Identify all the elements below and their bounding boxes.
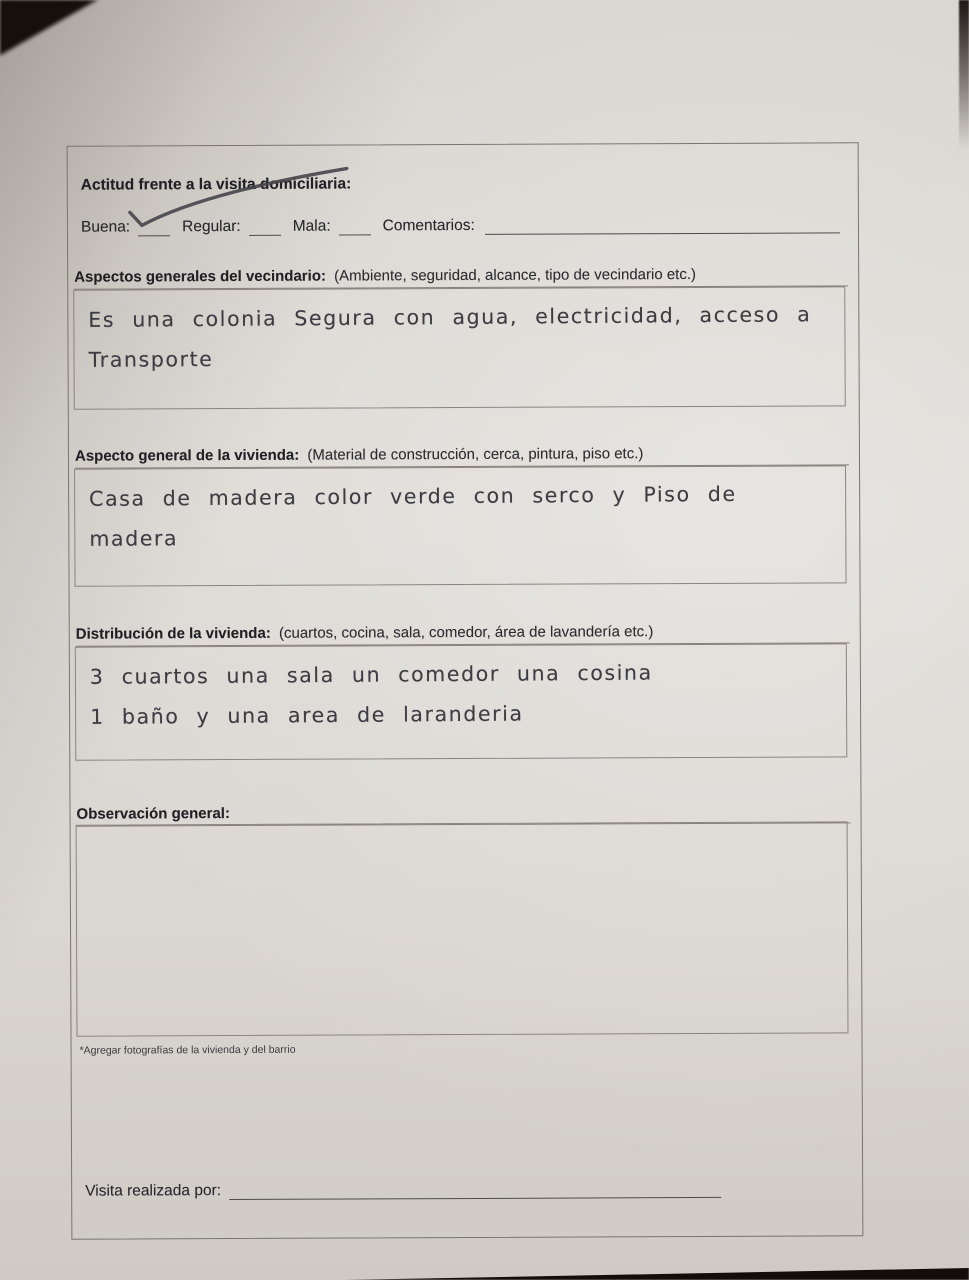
handwriting-distribution <box>76 643 847 737</box>
label-comentarios: Comentarios: <box>382 216 475 235</box>
handwriting-line: madera <box>89 526 179 551</box>
section-hint-neighborhood: (Ambiente, seguridad, alcance, tipo de vecindario etc.) <box>334 265 697 285</box>
blank-visited-by <box>229 1182 721 1200</box>
label-regular: Regular: <box>182 217 241 236</box>
blank-regular <box>249 220 281 236</box>
handwriting-line: 1 baño y una area de laranderia <box>90 701 524 729</box>
answer-box-distribution <box>75 643 847 760</box>
section-hint-distribution: (cuartos, cocina, sala, comedor, área de lavandería etc.) <box>278 623 654 642</box>
blank-mala <box>339 219 371 235</box>
home-visit-form <box>67 142 864 1239</box>
answer-box-observation <box>76 821 849 1036</box>
handwriting-line: Es una colonia Segura con agua, electricidad, acceso a <box>88 302 812 332</box>
blank-buena <box>138 220 170 236</box>
section-title-dwelling: Aspecto general de la vivienda: <box>74 446 300 465</box>
blank-comentarios <box>485 217 840 235</box>
handwriting-neighborhood <box>74 286 845 380</box>
section-title-observation: Observación general: <box>76 805 230 823</box>
section-title-distribution: Distribución de la vivienda: <box>75 624 271 643</box>
answer-box-neighborhood <box>73 286 846 409</box>
section-hint-dwelling: (Material de construcción, cerca, pintura, piso etc.) <box>307 445 644 464</box>
handwriting-line: 3 cuartos una sala un comedor una cosina <box>89 660 653 689</box>
visited-by-row <box>85 1180 792 1201</box>
background-edge-top-right <box>959 0 969 150</box>
label-buena: Buena: <box>80 218 131 236</box>
answer-box-dwelling <box>74 465 847 586</box>
handwriting-line: Casa de madera color verde con serco y Piso de <box>89 481 737 511</box>
label-visited-by: Visita realizada por: <box>85 1182 222 1200</box>
photos-footnote: *Agregar fotografías de la vivienda y del barrio <box>79 1043 296 1057</box>
handwriting-line: Transporte <box>88 346 214 372</box>
section-title-attitude: Actitud frente a la visita domiciliaria: <box>80 175 352 194</box>
attitude-options-row <box>81 215 840 236</box>
section-title-neighborhood: Aspectos generales del vecindario: <box>74 267 326 286</box>
background-corner-top-left <box>0 0 98 56</box>
label-mala: Mala: <box>292 217 331 235</box>
handwriting-dwelling <box>75 465 846 559</box>
